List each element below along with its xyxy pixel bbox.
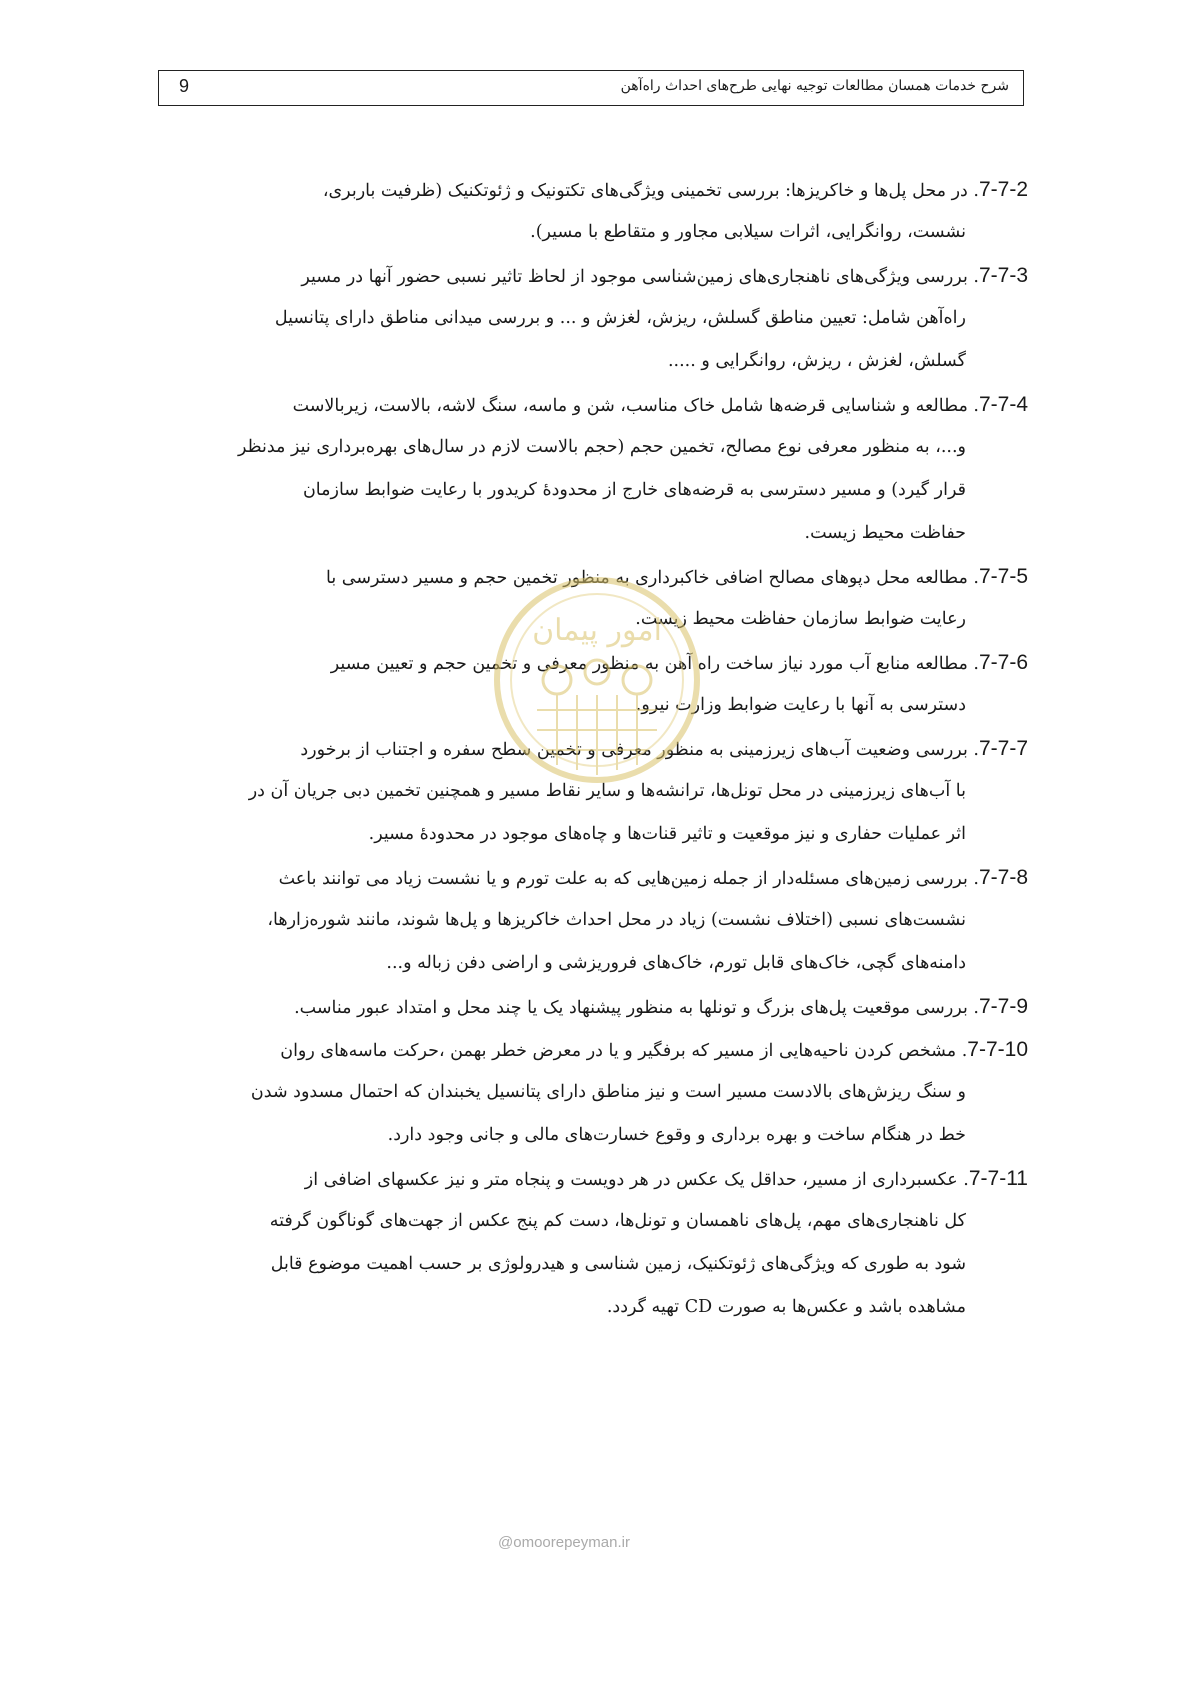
item-number: 7-7-3 <box>978 264 1028 287</box>
item-line <box>168 1157 1028 1200</box>
item-line <box>168 985 1028 1028</box>
item-number-dot: . <box>967 396 979 416</box>
item-number: 7-7-7 <box>978 737 1028 760</box>
item-line <box>168 469 1028 512</box>
item-line <box>168 856 1028 899</box>
item-text: دامنه‌های گچی، خاک‌های قابل تورم، خاک‌های فروریزشی و اراضی دفن زباله و... <box>386 953 966 973</box>
item-number-dot: . <box>967 181 979 201</box>
item-number: 7-7-4 <box>978 393 1028 416</box>
item-text: بررسی زمین‌های مسئله‌دار از جمله زمین‌هایی که به علت تورم و یا نشست زیاد می توانند باعث <box>278 869 968 889</box>
numbered-item <box>168 1028 1028 1157</box>
numbered-item <box>168 856 1028 985</box>
item-line <box>168 1071 1028 1114</box>
numbered-item <box>168 168 1028 254</box>
item-line <box>168 1243 1028 1286</box>
item-number-dot: . <box>967 869 979 889</box>
item-number: 7-7-10 <box>967 1038 1028 1061</box>
item-number: 7-7-6 <box>978 651 1028 674</box>
item-text: حفاظت محیط زیست. <box>804 523 966 543</box>
item-line <box>168 383 1028 426</box>
page-number: 9 <box>179 76 190 96</box>
item-line <box>168 813 1028 856</box>
item-line <box>168 1028 1028 1071</box>
item-text: بررسی وضعیت آب‌های زیرزمینی به منظور معرفی و تخمین سطح سفره و اجتناب از برخورد <box>300 740 968 760</box>
item-text: در محل پل‌ها و خاکریزها: بررسی تخمینی ویژگی‌های تکتونیک و ژئوتکنیک (ظرفیت باربری، <box>322 181 968 201</box>
item-number-dot: . <box>967 740 979 760</box>
item-number-dot: . <box>967 654 979 674</box>
item-text: بررسی ویژگی‌های ناهنجاری‌های زمین‌شناسی موجود از لحاظ تاثیر نسبی حضور آنها در مسیر <box>301 267 968 287</box>
item-number: 7-7-5 <box>978 565 1028 588</box>
numbered-item <box>168 1157 1028 1329</box>
item-text: خط در هنگام ساخت و بهره برداری و وقوع خسارت‌های مالی و جانی وجود دارد. <box>387 1125 966 1145</box>
item-line <box>168 426 1028 469</box>
item-text: دسترسی به آنها با رعایت ضوابط وزارت نیرو. <box>635 695 966 715</box>
numbered-item <box>168 985 1028 1028</box>
item-line <box>168 1286 1028 1329</box>
item-line <box>168 1114 1028 1157</box>
item-text: رعایت ضوابط سازمان حفاظت محیط زیست. <box>635 609 966 629</box>
item-text: مشاهده باشد و عکس‌ها به صورت CD تهیه گردد. <box>606 1297 966 1317</box>
header-title: شرح خدمات همسان مطالعات توجیه نهایی طرح‌های احداث راه‌آهن <box>620 78 1009 94</box>
item-text: مطالعه و شناسایی قرضه‌ها شامل خاک مناسب، شن و ماسه، سنگ لاشه، بالاست، زیربالاست <box>292 396 968 416</box>
item-line <box>168 340 1028 383</box>
item-line <box>168 899 1028 942</box>
item-text: اثر عملیات حفاری و نیز موقعیت و تاثیر قنات‌ها و چاه‌های موجود در محدودهٔ مسیر. <box>368 824 966 844</box>
item-text: مطالعه محل دپوهای مصالح اضافی خاکبرداری به منظور تخمین حجم و مسیر دسترسی با <box>326 568 968 588</box>
item-number-dot: . <box>956 1041 968 1061</box>
item-text: عکسبرداری از مسیر، حداقل یک عکس در هر دویست و پنجاه متر و نیز عکسهای اضافی از <box>304 1170 958 1190</box>
item-text: با آب‌های زیرزمینی در محل تونل‌ها، ترانشه‌ها و سایر نقاط مسیر و همچنین تخمین دبی جریان آن در <box>248 781 966 801</box>
item-text: مشخص کردن ناحیه‌هایی از مسیر که برفگیر و یا در معرض خطر بهمن ،حرکت ماسه‌های روان <box>280 1041 957 1061</box>
numbered-item <box>168 383 1028 555</box>
item-line <box>168 297 1028 340</box>
item-number: 7-7-9 <box>978 995 1028 1018</box>
item-line <box>168 211 1028 254</box>
item-number-dot: . <box>957 1170 969 1190</box>
page-header <box>158 70 1024 106</box>
item-text: و...، به منظور معرفی نوع مصالح، تخمین حجم (حجم بالاست لازم در سال‌های بهره‌برداری نیز مدنظر <box>237 437 966 457</box>
item-number: 7-7-2 <box>978 178 1028 201</box>
watermark-site: @omoorepeyman.ir <box>498 1534 630 1551</box>
item-number-dot: . <box>967 267 979 287</box>
item-number-dot: . <box>967 998 979 1018</box>
item-text: شود به طوری که ویژگی‌های ژئوتکنیک، زمین شناسی و هیدرولوژی بر حسب اهمیت موضوع قابل <box>270 1254 966 1274</box>
item-text: راه‌آهن شامل: تعیین مناطق گسلش، ریزش، لغزش و ... و بررسی میدانی مناطق دارای پتانسیل <box>274 308 966 328</box>
item-text: بررسی موقعیت پل‌های بزرگ و تونلها به منظور پیشنهاد یک یا چند محل و امتداد عبور مناسب. <box>294 998 968 1018</box>
item-text: مطالعه منابع آب مورد نیاز ساخت راه آهن به منظور معرفی و تخمین حجم و تعیین مسیر <box>330 654 968 674</box>
item-text: نشست‌های نسبی (اختلاف نشست) زیاد در محل احداث خاکریزها و پل‌ها شوند، مانند شوره‌زارها، <box>267 910 966 930</box>
item-line <box>168 1200 1028 1243</box>
item-text: نشست، روانگرایی، اثرات سیلابی مجاور و متقاطع با مسیر). <box>530 222 966 242</box>
item-line <box>168 942 1028 985</box>
item-line <box>168 254 1028 297</box>
item-number-dot: . <box>967 568 979 588</box>
item-text: قرار گیرد) و مسیر دسترسی به قرضه‌های خارج از محدودهٔ کریدور با رعایت ضوابط سازمان <box>302 480 966 500</box>
item-line <box>168 512 1028 555</box>
watermark-logo <box>492 570 702 790</box>
item-number: 7-7-8 <box>978 866 1028 889</box>
item-text: و سنگ ریزش‌های بالادست مسیر است و نیز مناطق دارای پتانسیل یخبندان که احتمال مسدود شدن <box>250 1082 966 1102</box>
item-number: 7-7-11 <box>968 1167 1028 1190</box>
watermark-logo-text: امور پیمان <box>532 613 662 648</box>
item-text: گسلش، لغزش ، ریزش، روانگرایی و ..... <box>667 351 966 371</box>
item-line <box>168 168 1028 211</box>
item-text: کل ناهنجاری‌های مهم، پل‌های ناهمسان و تونل‌ها، دست کم پنج عکس از جهت‌های گوناگون گرفته <box>269 1211 966 1231</box>
numbered-item <box>168 254 1028 383</box>
